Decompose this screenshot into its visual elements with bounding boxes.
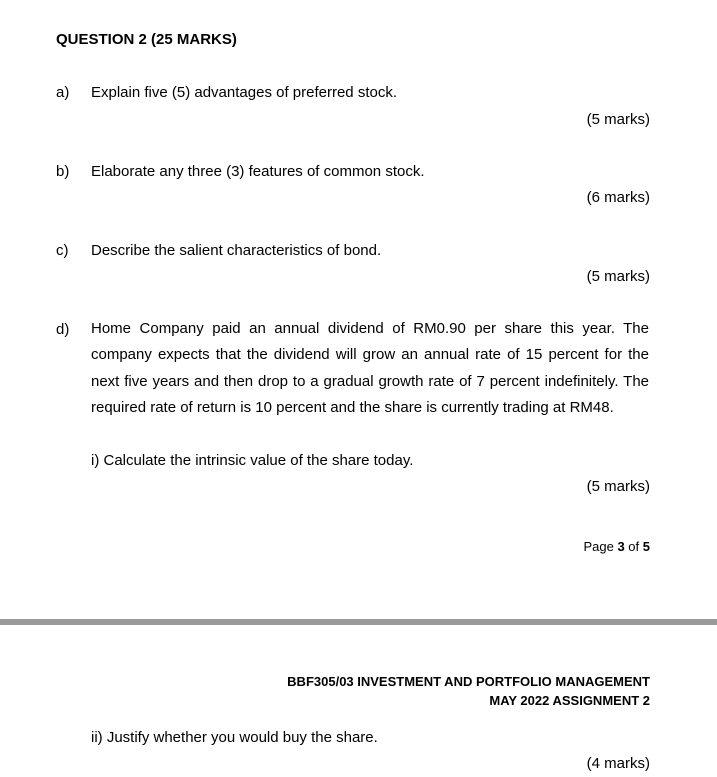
item-text-a: Explain five (5) advantages of preferred stock. xyxy=(91,84,397,101)
page-of: of xyxy=(624,539,643,554)
sub-item-text-i: i) Calculate the intrinsic value of the share today. xyxy=(91,452,414,469)
item-label-d: d) xyxy=(56,321,70,338)
page-number xyxy=(583,539,650,554)
item-marks-a: (5 marks) xyxy=(586,111,650,128)
page-prefix: Page xyxy=(583,539,618,554)
sub-item-marks-i: (5 marks) xyxy=(586,478,650,495)
sub-item-text-ii: ii) Justify whether you would buy the share. xyxy=(91,729,378,746)
page-total: 5 xyxy=(642,539,650,554)
course-header: BBF305/03 INVESTMENT AND PORTFOLIO MANAGEMENT xyxy=(287,674,650,689)
item-marks-b: (6 marks) xyxy=(586,189,650,206)
sub-item-marks-ii: (4 marks) xyxy=(586,755,650,772)
item-marks-c: (5 marks) xyxy=(586,268,650,285)
item-label-b: b) xyxy=(56,163,70,180)
item-text-b: Elaborate any three (3) features of common stock. xyxy=(91,163,425,180)
question-title: QUESTION 2 (25 MARKS) xyxy=(56,31,237,48)
page-current: 3 xyxy=(617,539,625,554)
item-text-d: Home Company paid an annual dividend of RM0.90 per share this year. The company expects that the dividend will grow an annual rate of 15 percent for the next five years and then drop to a gradual growth rate of 7 percent indefinitely. The required rate of return is 10 percent and the share is currently trading at RM48. xyxy=(91,320,649,416)
assignment-header: MAY 2022 ASSIGNMENT 2 xyxy=(489,693,650,708)
item-label-c: c) xyxy=(56,242,69,259)
item-text-c: Describe the salient characteristics of bond. xyxy=(91,242,382,259)
item-label-a: a) xyxy=(56,84,70,101)
page-divider xyxy=(0,619,717,625)
